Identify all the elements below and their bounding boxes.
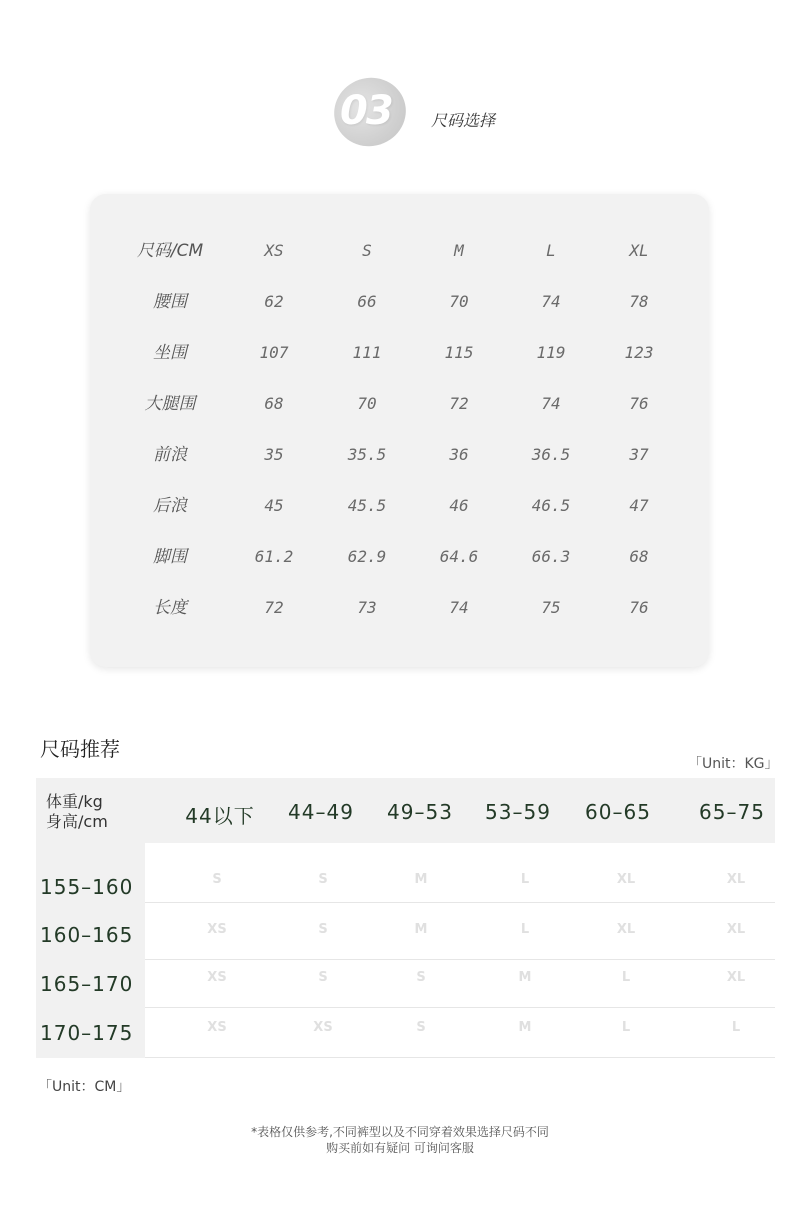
measure-value: 76 xyxy=(629,394,649,413)
size-chart-header-label: 尺码/CM xyxy=(136,241,204,261)
recommendation-title: 尺码推荐 xyxy=(40,737,120,761)
recommended-size: XS xyxy=(207,922,227,937)
weight-range-header: 44以下 xyxy=(185,804,255,828)
recommended-size: XL xyxy=(616,922,636,937)
measure-label: 大腿围 xyxy=(144,394,196,414)
measure-value: 61.2 xyxy=(254,547,294,566)
measure-value: 73 xyxy=(357,598,377,617)
size-chart-header-s: S xyxy=(362,241,372,260)
section-title: 尺码选择 xyxy=(431,111,496,130)
measure-value: 36 xyxy=(449,445,469,464)
measure-value: 46 xyxy=(449,496,469,515)
height-unit-label: 「Unit：CM」 xyxy=(38,1079,131,1095)
measure-value: 75 xyxy=(541,598,561,617)
weight-range-header: 49–53 xyxy=(387,800,453,824)
measure-value: 123 xyxy=(624,343,654,362)
measure-value: 72 xyxy=(264,598,284,617)
measure-value: 70 xyxy=(357,394,377,413)
height-range-label: 165–170 xyxy=(40,972,134,996)
measure-value: 46.5 xyxy=(531,496,571,515)
row-divider xyxy=(145,1057,775,1058)
size-chart-header-l: L xyxy=(546,241,556,260)
measure-value: 72 xyxy=(449,394,469,413)
height-range-label: 170–175 xyxy=(40,1021,134,1045)
recommended-size: S xyxy=(318,872,328,887)
recommended-size: S xyxy=(212,872,222,887)
measure-value: 76 xyxy=(629,598,649,617)
size-chart-header-m: M xyxy=(454,241,464,260)
weight-range-header: 53–59 xyxy=(485,800,551,824)
recommended-size: XL xyxy=(726,872,746,887)
recommended-size: XS xyxy=(313,1020,333,1035)
measure-value: 64.6 xyxy=(439,547,479,566)
measure-value: 68 xyxy=(264,394,284,413)
recommendation-row xyxy=(36,1008,775,1058)
height-range-label: 155–160 xyxy=(40,875,134,899)
measure-label: 前浪 xyxy=(153,445,187,465)
measure-value: 62 xyxy=(264,292,284,311)
recommended-size: S xyxy=(318,922,328,937)
footnote-line: *表格仅供参考,不同裤型以及不同穿着效果选择尺码不同 xyxy=(251,1125,549,1139)
recommended-size: M xyxy=(518,1020,532,1035)
height-axis-label: 身高/cm xyxy=(46,812,108,831)
measure-value: 68 xyxy=(629,547,649,566)
measure-value: 78 xyxy=(629,292,649,311)
size-chart-card xyxy=(90,194,709,667)
size-chart-row xyxy=(90,593,709,623)
measure-label: 后浪 xyxy=(153,496,187,516)
size-chart-header-xl: XL xyxy=(629,241,649,260)
recommended-size: S xyxy=(318,970,328,985)
recommendation-row xyxy=(36,853,775,903)
measure-value: 45.5 xyxy=(347,496,387,515)
weight-axis-label: 体重/kg xyxy=(46,792,103,811)
measure-value: 115 xyxy=(444,343,474,362)
weight-range-header: 65–75 xyxy=(699,800,765,824)
recommendation-row xyxy=(36,903,775,960)
measure-value: 36.5 xyxy=(531,445,571,464)
size-chart-row xyxy=(90,338,709,368)
recommended-size: L xyxy=(731,1020,741,1035)
recommended-size: L xyxy=(520,872,530,887)
measure-value: 74 xyxy=(449,598,469,617)
measure-value: 74 xyxy=(541,394,561,413)
weight-unit-label: 「Unit：KG」 xyxy=(688,756,779,772)
height-range-label: 160–165 xyxy=(40,923,134,947)
size-chart-header-xs: XS xyxy=(264,241,284,260)
size-chart-row xyxy=(90,287,709,317)
measure-value: 74 xyxy=(541,292,561,311)
recommended-size: XL xyxy=(726,922,746,937)
size-chart-header-row xyxy=(90,236,709,266)
measure-value: 107 xyxy=(259,343,289,362)
recommended-size: M xyxy=(518,970,532,985)
measure-value: 37 xyxy=(629,445,649,464)
recommended-size: XL xyxy=(616,872,636,887)
measure-value: 47 xyxy=(629,496,649,515)
measure-value: 70 xyxy=(449,292,469,311)
measure-value: 35.5 xyxy=(347,445,387,464)
recommended-size: XL xyxy=(726,970,746,985)
footnote-line: 购买前如有疑问 可询问客服 xyxy=(326,1141,474,1155)
recommended-size: S xyxy=(416,1020,426,1035)
measure-label: 长度 xyxy=(153,598,187,618)
badge-number: 03 xyxy=(340,88,392,134)
recommended-size: M xyxy=(414,922,428,937)
recommended-size: XS xyxy=(207,970,227,985)
measure-value: 45 xyxy=(264,496,284,515)
measure-value: 35 xyxy=(264,445,284,464)
size-chart-row xyxy=(90,491,709,521)
recommended-size: XS xyxy=(207,1020,227,1035)
size-chart-row xyxy=(90,542,709,572)
recommended-size: M xyxy=(414,872,428,887)
recommended-size: L xyxy=(520,922,530,937)
measure-value: 66.3 xyxy=(531,547,571,566)
recommended-size: S xyxy=(416,970,426,985)
measure-value: 119 xyxy=(536,343,566,362)
weight-range-header: 44–49 xyxy=(288,800,354,824)
corner-header xyxy=(46,792,108,832)
recommended-size: L xyxy=(621,1020,631,1035)
recommendation-row xyxy=(36,960,775,1008)
recommended-size: L xyxy=(621,970,631,985)
measure-value: 62.9 xyxy=(347,547,387,566)
size-chart-row xyxy=(90,389,709,419)
weight-range-header: 60–65 xyxy=(585,800,651,824)
measure-value: 66 xyxy=(357,292,377,311)
size-chart-row xyxy=(90,440,709,470)
measure-label: 脚围 xyxy=(153,547,187,567)
measure-label: 腰围 xyxy=(153,292,187,312)
section-badge xyxy=(334,74,410,146)
measure-label: 坐围 xyxy=(153,343,187,363)
measure-value: 111 xyxy=(352,343,382,362)
recommendation-header-row xyxy=(36,778,775,843)
